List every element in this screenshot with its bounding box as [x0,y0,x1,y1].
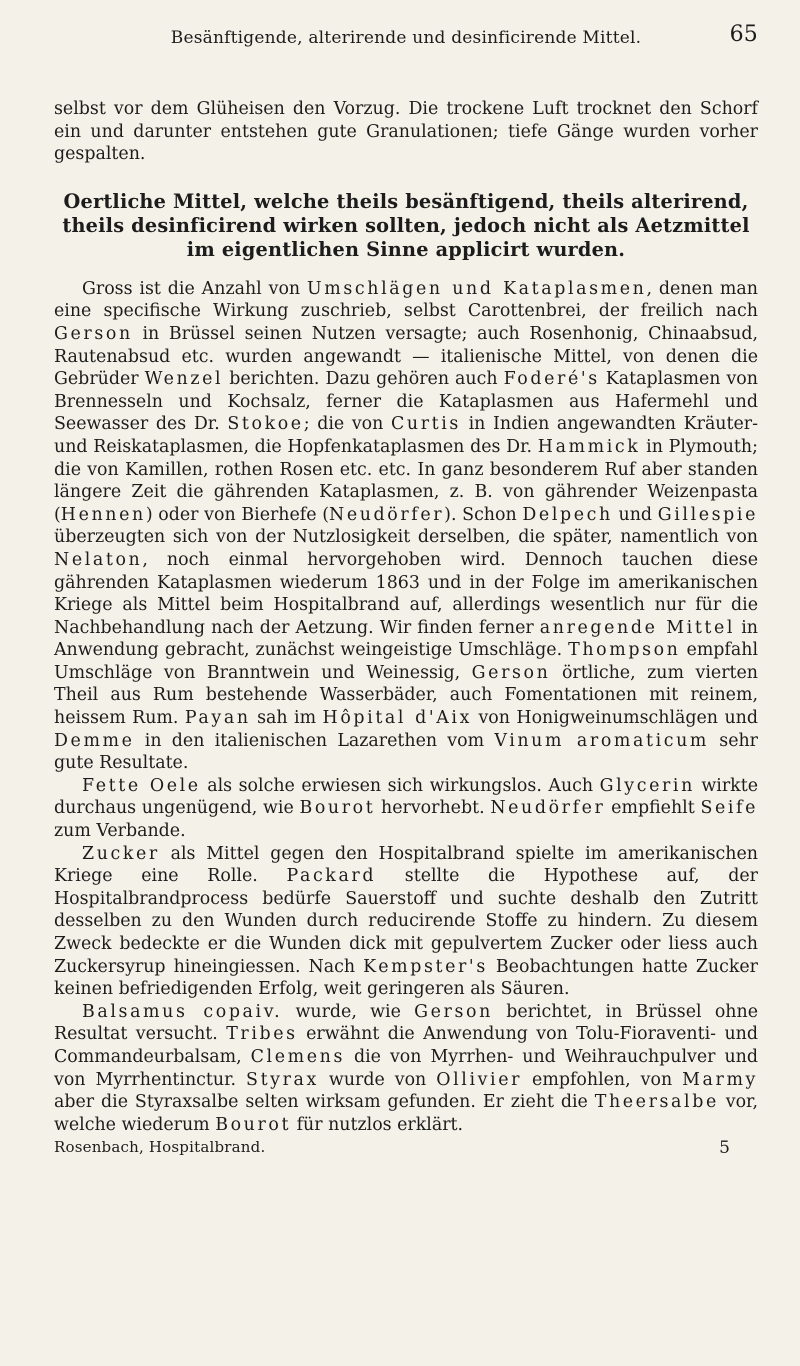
spaced-emphasis-text: Glycerin [599,775,695,796]
body-text: aber die Styraxsalbe selten wirksam gefunden. Er zieht die [54,1092,595,1113]
body-text: in Brüssel seinen Nutzen versagte; auch Rosenhonig, Chinaabsud, Rautenabsud etc. wurden angewandt — italienische Mittel, von denen die Gebrüder [54,323,758,390]
body-text: ). Schon [444,504,523,525]
body-text: zum Verbande. [54,821,186,842]
body-text: berichten. Dazu gehören auch [223,369,504,390]
spaced-emphasis-text: Curtis [391,414,461,435]
body-text: in Anwendung gebracht, zunächst weingeistige Umschläge. [54,617,758,661]
spaced-emphasis-text: Kempster's [363,956,488,977]
section-heading: Oertliche Mittel, welche theils besänftigend, theils alterirend, theils desinficirend wirken sollten, jedoch nicht als Aetzmittel im eigentlichen Sinne applicirt wurden. [62,189,750,261]
intro-paragraph: selbst vor dem Glüheisen den Vorzug. Die trockene Luft trocknet den Schorf ein und darunter entstehen gute Granulationen; tiefe Gänge wurden vorher gespalten. [54,99,758,165]
body-text: sehr gute Resultate. [54,730,758,774]
body-text: als Mittel gegen den Hospitalbrand spielte im amerikanischen Kriege eine Rolle. [54,843,758,887]
spaced-emphasis-text: Neudörfer [329,504,445,525]
spaced-emphasis-text: Packard [286,866,377,887]
body-text: hervorhebt. [375,798,491,819]
body-text: wirkte durchaus ungenügend, wie [54,775,759,819]
spaced-emphasis-text: Bourot [299,798,376,819]
spaced-emphasis-text: Gerson [54,323,133,344]
body-text: in Indien angewandten Kräuter- und Reiskataplasmen, die Hopfenkataplasmen des Dr. [54,414,758,457]
body-text: Gross ist die Anzahl von [82,278,308,299]
body-text: erwähnt die Anwendung von Tolu-Fioraventi- und Commandeurbalsam, [54,1024,758,1067]
body-text: , noch einmal hervorgehoben wird. Dennoch tauchen diese gährenden Kataplasmen wiederum 1863 und in der Folge im amerikanischen Kriege als Mittel beim Hospitalbrand auf, allerdings wesentlich nur für die Nachbehandlung nach der Aetzung. Wir finden ferner [54,549,758,638]
spaced-emphasis-text: Thompson [568,640,681,661]
spaced-emphasis-text: Zucker [82,843,160,864]
spaced-emphasis-text: anregende Mittel [539,617,736,638]
spaced-emphasis-text: Balsamus copaiv. [82,1001,283,1022]
body-text: und [612,504,658,525]
body-text: sah im [250,708,323,729]
spaced-emphasis-text: Styrax [246,1069,319,1090]
body-text: stellte die Hypothese auf, der Hospitalbrandprocess bedürfe Sauerstoff und suchte deshalb den Zutritt desselben zu den Wunden durch reducirende Stoffe zu hindern. Zu diesem Zweck bedeckte er die Wunden dick mit gepulvertem Zucker oder liess auch Zuckersyrup hineingiessen. Nach [54,866,758,977]
body-text: empfiehlt [605,798,701,819]
spaced-emphasis-text: Nelaton [54,549,143,570]
spaced-emphasis-text: Seife [700,798,758,819]
spaced-emphasis-text: Gerson [414,1001,493,1022]
body-text: berichtet, in Brüssel ohne Resultat versucht. [54,1001,758,1045]
body-text: in den italienischen Lazarethen vom [134,730,495,751]
book-page [54,22,758,1158]
spaced-emphasis-text: Foderé's [503,369,600,390]
spaced-emphasis-text: Hennen [60,504,146,525]
body-text: , denen man eine specifische Wirkung zuschrieb, selbst Carottenbrei, der freilich nach [54,278,758,322]
spaced-emphasis-text: Hôpital d'Aix [322,708,473,729]
page-number: 65 [729,22,758,47]
spaced-emphasis-text: Payan [184,708,251,729]
running-head [54,22,758,56]
body-text: Kataplasmen von Brennesseln und Kochsalz, ferner die Kataplasmen aus Hafermehl und Seewasser des Dr. [54,369,758,435]
spaced-emphasis-text: Clemens [250,1046,345,1067]
body-text: wurde, wie [282,1001,415,1022]
body-text: wurde von [318,1069,437,1090]
spaced-emphasis-text: Delpech [522,504,613,525]
spaced-emphasis-text: Umschlägen und Kataplasmen [307,278,647,299]
body-text: vor, welche wiederum [54,1092,758,1135]
spaced-emphasis-text: Wenzel [144,369,224,390]
spaced-emphasis-text: Demme [54,730,135,751]
body-paragraph-1 [54,278,758,775]
signature-mark: 5 [719,1138,730,1159]
body-text: überzeugten sich von der Nutzlosigkeit derselben, die später, namentlich von [54,527,758,548]
body-text: die von Myrrhen- und Weihrauchpulver und von Myrrhentinctur. [54,1046,758,1090]
spaced-emphasis-text: Theersalbe [594,1092,719,1113]
running-head-title: Besänftigende, alterirende und desinficirende Mittel. [170,28,642,48]
spaced-emphasis-text: Ollivier [436,1069,523,1090]
body-paragraph-3 [54,843,758,1001]
spaced-emphasis-text: Neudörfer [490,798,606,819]
body-text: als solche erwiesen sich wirkungslos. Auch [200,775,600,796]
spaced-emphasis-text: Stokoe [227,414,304,435]
spaced-emphasis-text: Gerson [471,662,551,683]
body-paragraph-2 [54,775,758,843]
spaced-emphasis-text: Bourot [215,1114,292,1135]
spaced-emphasis-text: Fette Oele [82,775,201,796]
body-text: für nutzlos erklärt. [291,1114,464,1135]
body-text: von Honigweinumschlägen und [472,708,758,729]
body-text: in Plymouth; die von Kamillen, rothen Rosen etc. etc. In ganz besonderem Ruf aber standen längere Zeit die gährenden Kataplasmen, z. B. von gährender Weizenpasta ( [54,436,758,525]
body-text: örtliche, zum vierten Theil aus Rum bestehende Wasserbäder, auch Fomentationen mit reinem, heissem Rum. [54,662,758,729]
spaced-emphasis-text: Tribes [226,1024,298,1045]
spaced-emphasis-text: Marmy [682,1069,758,1090]
spaced-emphasis-text: Gillespie [657,504,758,525]
page-footer [54,1138,758,1158]
footer-author-line: Rosenbach, Hospitalbrand. [54,1138,266,1157]
body-text: empfohlen, von [522,1069,683,1090]
body-text: Beobachtungen hatte Zucker keinen befriedigenden Erfolg, weit geringeren als Säuren. [54,956,758,1000]
spaced-emphasis-text: Vinum aromaticum [494,730,710,751]
body-text: empfahl Umschläge von Branntwein und Weinessig, [54,640,759,683]
body-text: ) oder von Bierhefe ( [145,504,329,525]
body-paragraph-4 [54,1001,758,1137]
body-text: ; die von [303,414,391,435]
spaced-emphasis-text: Hammick [537,436,641,457]
